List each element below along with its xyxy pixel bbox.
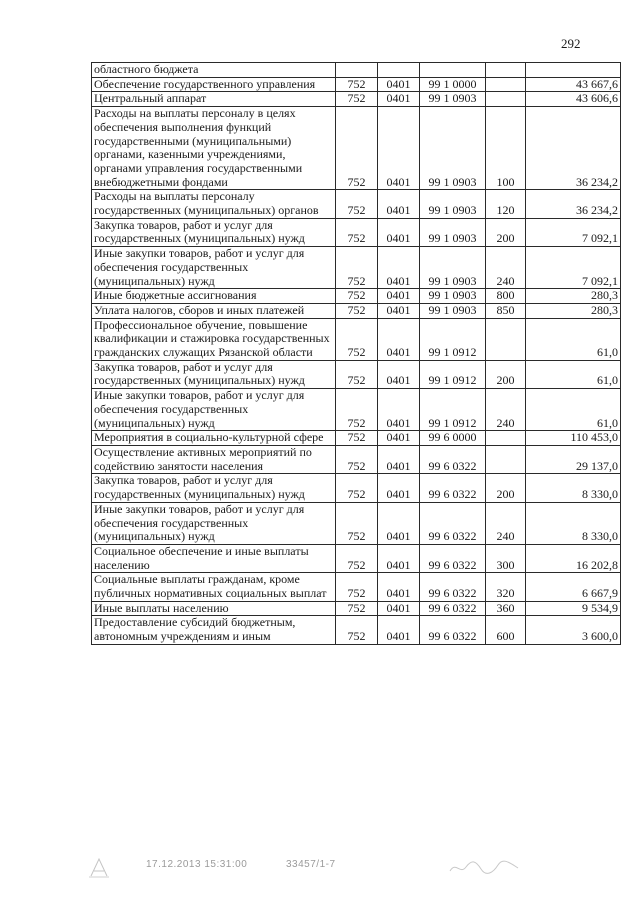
budget-table-body	[92, 63, 621, 645]
row-name-cell: Расходы на выплаты персоналу государственных (муниципальных) органов	[92, 190, 336, 218]
section-cell: 0401	[378, 77, 420, 92]
amount-cell: 9 534,9	[526, 601, 621, 616]
ved-cell: 752	[336, 544, 378, 572]
section-cell: 0401	[378, 544, 420, 572]
target-article-cell: 99 6 0322	[420, 445, 486, 473]
footer-timestamp: 17.12.2013 15:31:00	[146, 859, 248, 870]
ved-cell: 752	[336, 318, 378, 360]
signature-mark	[448, 856, 520, 878]
ved-cell: 752	[336, 190, 378, 218]
amount-cell: 6 667,9	[526, 573, 621, 601]
section-cell: 0401	[378, 318, 420, 360]
amount-cell: 36 234,2	[526, 190, 621, 218]
section-cell: 0401	[378, 218, 420, 246]
row-name-cell: Иные бюджетные ассигнования	[92, 289, 336, 304]
expense-type-cell: 200	[486, 474, 526, 502]
amount-cell: 43 667,6	[526, 77, 621, 92]
row-name-cell: областного бюджета	[92, 63, 336, 78]
expense-type-cell	[486, 92, 526, 107]
row-name-cell: Мероприятия в социально-культурной сфере	[92, 431, 336, 446]
amount-cell: 61,0	[526, 360, 621, 388]
row-name-cell: Профессиональное обучение, повышение квалификации и стажировка государственных гражданских служащих Рязанской области	[92, 318, 336, 360]
row-name-cell: Закупка товаров, работ и услуг для государственных (муниципальных) нужд	[92, 474, 336, 502]
stamp-icon	[86, 856, 112, 878]
ved-cell: 752	[336, 289, 378, 304]
ved-cell: 752	[336, 502, 378, 544]
table-row	[92, 318, 621, 360]
section-cell: 0401	[378, 445, 420, 473]
row-name-cell: Иные закупки товаров, работ и услуг для обеспечения государственных (муниципальных) нужд	[92, 247, 336, 289]
target-article-cell: 99 1 0903	[420, 303, 486, 318]
ved-cell: 752	[336, 77, 378, 92]
section-cell: 0401	[378, 616, 420, 644]
table-row	[92, 445, 621, 473]
amount-cell: 110 453,0	[526, 431, 621, 446]
ved-cell	[336, 63, 378, 78]
footer-document-code: 33457/1-7	[286, 859, 336, 870]
expense-type-cell	[486, 445, 526, 473]
target-article-cell: 99 6 0322	[420, 616, 486, 644]
ved-cell: 752	[336, 601, 378, 616]
amount-cell: 61,0	[526, 389, 621, 431]
amount-cell: 280,3	[526, 303, 621, 318]
target-article-cell: 99 1 0000	[420, 77, 486, 92]
amount-cell	[526, 63, 621, 78]
table-row	[92, 289, 621, 304]
section-cell: 0401	[378, 92, 420, 107]
document-footer	[86, 856, 626, 880]
table-row	[92, 474, 621, 502]
row-name-cell: Центральный аппарат	[92, 92, 336, 107]
target-article-cell: 99 1 0912	[420, 389, 486, 431]
row-name-cell: Иные закупки товаров, работ и услуг для обеспечения государственных (муниципальных) нужд	[92, 502, 336, 544]
ved-cell: 752	[336, 445, 378, 473]
amount-cell: 8 330,0	[526, 502, 621, 544]
table-row	[92, 360, 621, 388]
ved-cell: 752	[336, 360, 378, 388]
page-number: 292	[561, 36, 581, 51]
budget-table	[91, 62, 621, 645]
target-article-cell: 99 1 0903	[420, 218, 486, 246]
expense-type-cell	[486, 318, 526, 360]
row-name-cell: Социальное обеспечение и иные выплаты населению	[92, 544, 336, 572]
target-article-cell: 99 6 0322	[420, 474, 486, 502]
row-name-cell: Предоставление субсидий бюджетным, автономным учреждениям и иным	[92, 616, 336, 644]
expense-type-cell: 300	[486, 544, 526, 572]
ved-cell: 752	[336, 389, 378, 431]
ved-cell: 752	[336, 247, 378, 289]
amount-cell: 8 330,0	[526, 474, 621, 502]
ved-cell: 752	[336, 616, 378, 644]
table-row	[92, 573, 621, 601]
section-cell: 0401	[378, 247, 420, 289]
target-article-cell: 99 1 0903	[420, 190, 486, 218]
row-name-cell: Закупка товаров, работ и услуг для государственных (муниципальных) нужд	[92, 218, 336, 246]
expense-type-cell: 850	[486, 303, 526, 318]
row-name-cell: Социальные выплаты гражданам, кроме публичных нормативных социальных выплат	[92, 573, 336, 601]
target-article-cell: 99 1 0903	[420, 92, 486, 107]
section-cell: 0401	[378, 573, 420, 601]
amount-cell: 16 202,8	[526, 544, 621, 572]
expense-type-cell: 120	[486, 190, 526, 218]
ved-cell: 752	[336, 431, 378, 446]
expense-type-cell: 100	[486, 107, 526, 190]
expense-type-cell: 240	[486, 389, 526, 431]
expense-type-cell: 200	[486, 218, 526, 246]
ved-cell: 752	[336, 92, 378, 107]
row-name-cell: Закупка товаров, работ и услуг для государственных (муниципальных) нужд	[92, 360, 336, 388]
target-article-cell: 99 6 0322	[420, 573, 486, 601]
section-cell: 0401	[378, 360, 420, 388]
table-row	[92, 431, 621, 446]
row-name-cell: Обеспечение государственного управления	[92, 77, 336, 92]
target-article-cell: 99 6 0322	[420, 544, 486, 572]
expense-type-cell: 240	[486, 502, 526, 544]
ved-cell: 752	[336, 573, 378, 601]
expense-type-cell: 320	[486, 573, 526, 601]
table-row	[92, 389, 621, 431]
target-article-cell: 99 1 0903	[420, 247, 486, 289]
section-cell: 0401	[378, 289, 420, 304]
section-cell	[378, 63, 420, 78]
section-cell: 0401	[378, 474, 420, 502]
amount-cell: 29 137,0	[526, 445, 621, 473]
table-row	[92, 218, 621, 246]
expense-type-cell: 240	[486, 247, 526, 289]
section-cell: 0401	[378, 303, 420, 318]
table-row	[92, 190, 621, 218]
table-row	[92, 502, 621, 544]
amount-cell: 3 600,0	[526, 616, 621, 644]
section-cell: 0401	[378, 107, 420, 190]
row-name-cell: Осуществление активных мероприятий по содействию занятости населения	[92, 445, 336, 473]
table-row	[92, 616, 621, 644]
table-row	[92, 92, 621, 107]
table-row	[92, 107, 621, 190]
row-name-cell: Иные закупки товаров, работ и услуг для обеспечения государственных (муниципальных) нужд	[92, 389, 336, 431]
expense-type-cell	[486, 431, 526, 446]
amount-cell: 43 606,6	[526, 92, 621, 107]
table-row	[92, 601, 621, 616]
table-row	[92, 63, 621, 78]
row-name-cell: Расходы на выплаты персоналу в целях обеспечения выполнения функций государственными (муниципальными) органами, казенными учреждениями, органами управления государственными внебюджетными фондами	[92, 107, 336, 190]
target-article-cell: 99 6 0000	[420, 431, 486, 446]
amount-cell: 61,0	[526, 318, 621, 360]
section-cell: 0401	[378, 502, 420, 544]
table-row	[92, 247, 621, 289]
target-article-cell: 99 1 0903	[420, 289, 486, 304]
expense-type-cell: 360	[486, 601, 526, 616]
target-article-cell: 99 6 0322	[420, 601, 486, 616]
table-row	[92, 77, 621, 92]
expense-type-cell: 200	[486, 360, 526, 388]
table-row	[92, 303, 621, 318]
table-row	[92, 544, 621, 572]
section-cell: 0401	[378, 389, 420, 431]
section-cell: 0401	[378, 431, 420, 446]
target-article-cell: 99 1 0912	[420, 360, 486, 388]
target-article-cell	[420, 63, 486, 78]
ved-cell: 752	[336, 474, 378, 502]
amount-cell: 7 092,1	[526, 218, 621, 246]
amount-cell: 280,3	[526, 289, 621, 304]
section-cell: 0401	[378, 190, 420, 218]
target-article-cell: 99 1 0903	[420, 107, 486, 190]
ved-cell: 752	[336, 303, 378, 318]
amount-cell: 7 092,1	[526, 247, 621, 289]
expense-type-cell: 600	[486, 616, 526, 644]
target-article-cell: 99 1 0912	[420, 318, 486, 360]
ved-cell: 752	[336, 107, 378, 190]
row-name-cell: Иные выплаты населению	[92, 601, 336, 616]
section-cell: 0401	[378, 601, 420, 616]
expense-type-cell: 800	[486, 289, 526, 304]
ved-cell: 752	[336, 218, 378, 246]
amount-cell: 36 234,2	[526, 107, 621, 190]
target-article-cell: 99 6 0322	[420, 502, 486, 544]
expense-type-cell	[486, 63, 526, 78]
expense-type-cell	[486, 77, 526, 92]
row-name-cell: Уплата налогов, сборов и иных платежей	[92, 303, 336, 318]
